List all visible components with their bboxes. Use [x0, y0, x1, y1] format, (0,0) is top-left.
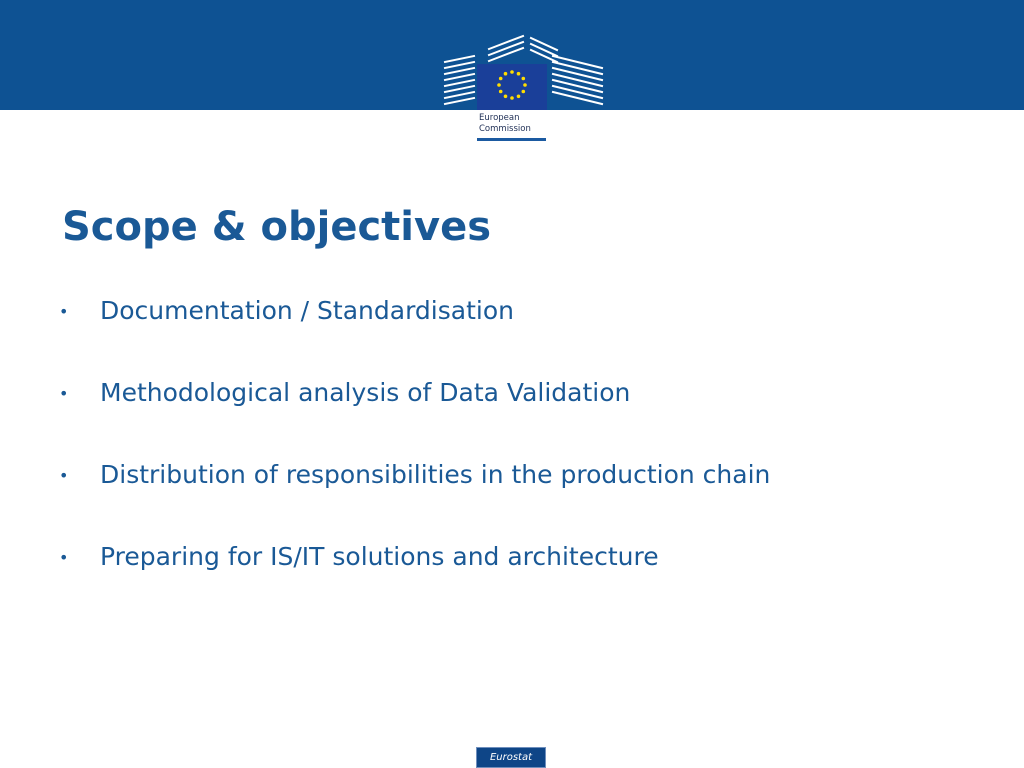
- bullet-item: [0, 460, 1024, 496]
- bullet-text: Preparing for IS/IT solutions and architecture: [100, 542, 659, 571]
- bullet-item: [0, 296, 1024, 332]
- logo-line-commission: Commission: [479, 124, 531, 134]
- bullet-icon: •: [59, 466, 69, 485]
- logo-line-european: European: [479, 113, 520, 123]
- bullet-icon: •: [59, 302, 69, 321]
- bullet-item: [0, 378, 1024, 414]
- bullet-text: Methodological analysis of Data Validation: [100, 378, 631, 407]
- bullet-icon: •: [59, 384, 69, 403]
- bullet-text: Documentation / Standardisation: [100, 296, 514, 325]
- bullet-icon: •: [59, 548, 69, 567]
- slide-title: Scope & objectives: [62, 204, 492, 250]
- bullet-text: Distribution of responsibilities in the production chain: [100, 460, 771, 489]
- eurostat-badge: Eurostat: [476, 747, 546, 768]
- bullet-item: [0, 542, 1024, 578]
